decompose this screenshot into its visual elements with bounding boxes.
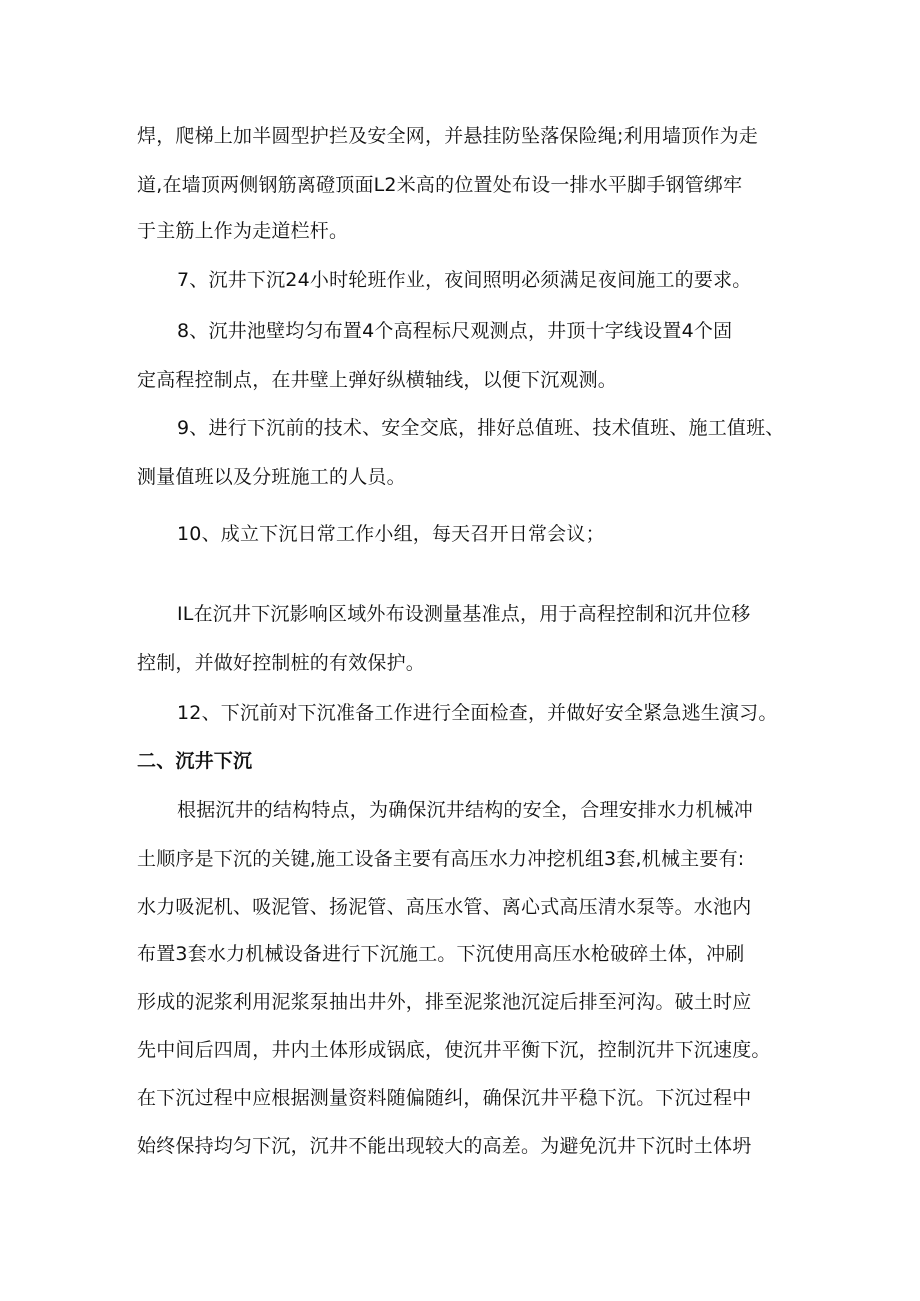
body-text-line: 测量值班以及分班施工的人员。 [137,466,406,488]
body-text-line: 焊，爬梯上加半圆型护拦及安全网，并悬挂防坠落保险绳;利用墙顶作为走 [137,125,759,147]
body-text-line: 在下沉过程中应根据测量资料随偏随纠，确保沉井平稳下沉。下沉过程中 [137,1087,752,1109]
body-text-line: 定高程控制点，在井壁上弹好纵横轴线，以便下沉观测。 [137,369,618,391]
body-text-line: 先中间后四周，井内土体形成锅底，使沉井平衡下沉，控制沉井下沉速度。 [137,1039,771,1061]
body-text-line: IL在沉井下沉影响区域外布设测量基准点，用于高程控制和沉井位移 [177,603,751,625]
body-text-line: 9、进行下沉前的技术、安全交底，排好总值班、技术值班、施工值班、 [177,417,785,439]
body-text-line: 10、成立下沉日常工作小组，每天召开日常会议； [177,523,605,545]
body-text-line: 控制，并做好控制桩的有效保护。 [137,652,426,674]
section-heading: 二、沉井下沉 [137,750,253,772]
body-text-line: 布置3套水力机械设备进行下沉施工。下沉使用高压水枪破碎土体，冲刷 [137,943,745,965]
body-text-line: 形成的泥浆利用泥浆泵抽出井外，排至泥浆池沉淀后排至河沟。破土时应 [137,991,752,1013]
body-text-line: 土顺序是下沉的关键,施工设备主要有高压水力冲挖机组3套,机械主要有: [137,848,745,870]
body-text-line: 水力吸泥机、吸泥管、扬泥管、高压水管、离心式高压清水泵等。水池内 [137,896,752,918]
body-text-line: 12、下沉前对下沉准备工作进行全面检查，并做好安全紧急逃生演习。 [177,702,778,724]
body-text-line: 道,在墙顶两侧钢筋离磴顶面L2米高的位置处布设一排水平脚手钢管绑牢 [137,174,743,196]
body-text-line: 于主筋上作为走道栏杆。 [137,220,349,242]
body-text-line: 8、沉井池壁均匀布置4个高程标尺观测点，井顶十字线设置4个固 [177,320,733,342]
body-text-line: 始终保持均匀下沉，沉井不能出现较大的高差。为避免沉井下沉时土体坍 [137,1135,752,1157]
body-text-line: 7、沉井下沉24小时轮班作业，夜间照明必须满足夜间施工的要求。 [177,269,752,291]
body-text-line: 根据沉井的结构特点，为确保沉井结构的安全，合理安排水力机械冲 [177,799,754,821]
